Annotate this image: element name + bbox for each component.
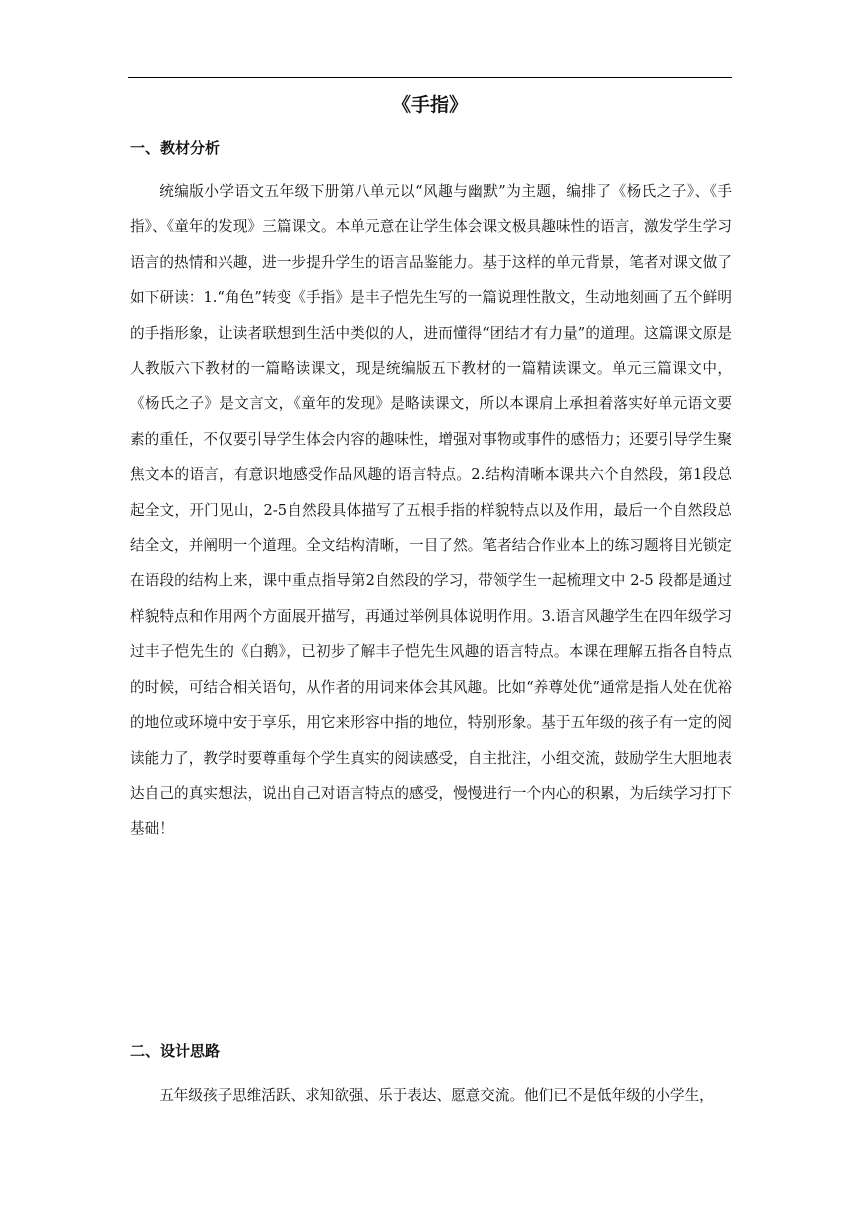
section-heading-analysis: 一、教材分析 <box>130 139 221 157</box>
header-rule <box>128 77 732 78</box>
section-paragraph-design: 五年级孩子思维活跃、求知欲强、乐于表达、愿意交流。他们已不是低年级的小学生， <box>159 1087 714 1104</box>
section-paragraph-analysis: 统编版小学语文五年级下册第八单元以“风趣与幽默”为主题，编排了《杨氏之子》、《手指》、《童年的发现》三篇课文。本单元意在让学生体会课文极具趣味性的语言，激发学生学习语言的热情和兴趣，进一步提升学生的语言品鉴能力。基于这样的单元背景，笔者对课文做了如下研读：1.“角色”转变《手指》是丰子恺先生写的一篇说理性散文，生动地刻画了五个鲜明的手指形象，让读者联想到生活中类似的人，进而懂得“团结才有力量”的道理。这篇课文原是人教版六下教材的一篇略读课文，现是统编版五下教材的一篇精读课文。单元三篇课文中，《杨氏之子》是文言文，《童年的发现》是略读课文，所以本课肩上承担着落实好单元语文要素的重任，不仅要引导学生体会内容的趣味性，增强对事物或事件的感悟力；还要引导学生聚焦文本的语言，有意识地感受作品风趣的语言特点。2.结构清晰本课共六个自然段，第1段总起全文，开门见山，2-5自然段具体描写了五根手指的样貌特点以及作用，最后一个自然段总结全文，并阐明一个道理。全文结构清晰，一目了然。笔者结合作业本上的练习题将目光锁定在语段的结构上来，课中重点指导第2自然段的学习，带领学生一起梳理文中 2-5 段都是通过样貌特点和作用两个方面展开描写，再通过举例具体说明作用。3.语言风趣学生在四年级学习过丰子恺先生的《白鹅》，已初步了解丰子恺先生风趣的语言特点。本课在理解五指各自特点的时候，可结合相关语句，从作者的用词来体会其风趣。比如“养尊处优”通常是指人处在优裕的地位或环境中安于享乐，用它来形容中指的地位，特别形象。基于五年级的孩子有一定的阅读能力了，教学时要尊重每个学生真实的阅读感受，自主批注，小组交流，鼓励学生大胆地表达自己的真实想法，说出自己对语言特点的感受，慢慢进行一个内心的积累，为后续学习打下基础！ <box>130 183 732 838</box>
section-heading-design: 二、设计思路 <box>130 1042 221 1060</box>
document-title: 《手指》 <box>391 94 468 116</box>
